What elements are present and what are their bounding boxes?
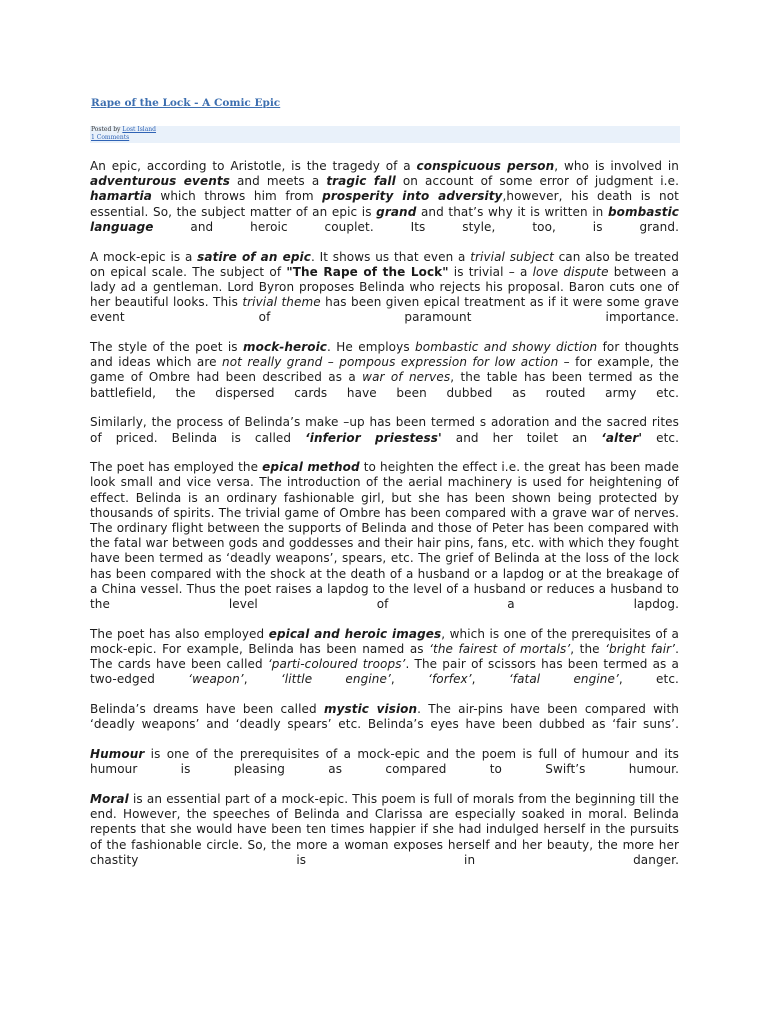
emphasis-bold-italic: bombastic language — [90, 204, 679, 234]
article-paragraph — [90, 627, 679, 688]
emphasis-bold-italic: mock-heroic — [243, 340, 328, 355]
text-segment: The style of the poet is — [90, 340, 244, 355]
text-segment: is an essential part of a mock-epic. This poem is full of morals from the beginning till the end. However, the speeches of Belinda and Clarissa are especially soaked in moral. Belinda repents that she would have been ten times happier if she had indulged herself in the pursuits of the fashionable circle. So, the more a woman exposes herself and her beauty, the more her chastity is in danger. — [90, 791, 679, 867]
text-segment: . The pair of scissors has been termed as a two-edged — [90, 657, 679, 687]
emphasis-italic: ‘fatal engine’ — [508, 672, 619, 687]
emphasis-italic: bombastic and showy diction — [415, 340, 598, 355]
text-segment: , — [243, 672, 281, 687]
text-segment: The poet has employed the — [90, 460, 263, 475]
text-segment: . The air-pins have been compared with ‘deadly weapons’ and ‘deadly spears’ etc. Belinda’s eyes have been dubbed as ‘fair suns’. — [90, 702, 679, 732]
emphasis-italic: trivial theme — [242, 295, 321, 310]
emphasis-bold-italic: tragic fall — [326, 174, 396, 189]
emphasis-italic: war of nerves — [362, 370, 451, 385]
text-segment: is trivial – a — [448, 264, 533, 279]
author-link[interactable]: Lost Island — [122, 126, 157, 133]
text-segment: , the table has been termed as the battlefield, the dispersed cards have been dubbed as routed army etc. — [90, 370, 679, 400]
emphasis-italic: ‘bright fair’ — [605, 641, 676, 656]
article-paragraph — [90, 415, 679, 445]
emphasis-bold-italic: adventurous events — [90, 174, 230, 189]
text-segment: and heroic couplet. Its style, too, is grand. — [153, 219, 679, 234]
emphasis-italic: ‘forfex’ — [428, 672, 472, 687]
text-segment: , which is one of the prerequisites of a mock-epic. For example, Belinda has been named as — [90, 626, 679, 656]
emphasis-bold-italic: Humour — [90, 747, 145, 761]
text-segment: has been given epical treatment as if it were some grave event of paramount importance. — [90, 295, 679, 325]
text-segment: . He employs — [327, 340, 416, 355]
emphasis-bold-italic: Moral — [90, 791, 129, 806]
emphasis-bold-italic: mystic vision — [323, 702, 418, 717]
text-segment: which throws him from — [151, 189, 323, 204]
emphasis-italic: ‘the fairest of mortals’ — [429, 641, 571, 656]
text-segment: , etc. — [618, 672, 679, 687]
emphasis-italic: trivial subject — [470, 249, 554, 264]
text-segment: , — [390, 672, 429, 687]
text-segment: – for example, the game of Ombre had been described as a — [90, 355, 679, 385]
article-body — [90, 159, 679, 882]
article-paragraph — [90, 159, 679, 235]
text-segment: and meets a — [229, 174, 327, 189]
emphasis-italic: ‘parti-coloured troops’ — [267, 657, 406, 672]
article-paragraph — [90, 792, 679, 868]
emphasis-bold-italic: satire of an epic — [197, 249, 311, 264]
article-paragraph — [90, 702, 679, 732]
emphasis-italic: not really grand – pompous expression for low action — [222, 355, 559, 370]
emphasis-bold-italic: grand — [376, 204, 417, 219]
article-paragraph — [90, 460, 679, 612]
post-title-link[interactable]: Rape of the Lock - A Comic Epic — [91, 97, 281, 109]
text-segment: between a lady ad a gentleman. Lord Byron proposes Belinda who rejects his proposal. Baron cuts one of her beautiful looks. This — [90, 264, 679, 310]
posted-by-row — [90, 126, 680, 134]
text-segment: is one of the prerequisites of a mock-epic and the poem is full of humour and its humour is pleasing as compared to Swift’s humour. — [90, 747, 679, 777]
text-segment: and that’s why it is written in — [416, 204, 608, 219]
text-segment: . The cards have been called — [90, 641, 679, 672]
text-segment: Similarly, the process of Belinda’s make –up has been termed s adoration and the sacred rites of priced. Belinda is called — [90, 415, 679, 445]
comments-row — [90, 134, 680, 142]
emphasis-bold-italic: epical and heroic images — [268, 626, 442, 641]
text-segment: A mock-epic is a — [90, 249, 198, 264]
text-segment: Belinda’s dreams have been called — [90, 702, 324, 717]
emphasis-bold-italic: epical method — [262, 460, 360, 475]
emphasis-bold: "The Rape of the Lock" — [286, 264, 449, 279]
article-paragraph — [90, 250, 679, 326]
comments-link[interactable]: 1 Comments — [91, 133, 130, 141]
article-paragraph — [90, 340, 679, 401]
emphasis-bold-italic: ‘alter' — [601, 430, 643, 445]
posted-by-label: Posted by — [91, 126, 121, 133]
text-segment: etc. — [642, 430, 679, 445]
emphasis-italic: ‘little engine’ — [280, 672, 391, 687]
article-paragraph — [90, 747, 679, 777]
text-segment: , — [471, 672, 509, 687]
text-segment: ,however, his death is not essential. So, the subject matter of an epic is — [90, 189, 679, 219]
text-segment: for thoughts and ideas which are — [90, 340, 679, 370]
text-segment: The poet has also employed — [90, 626, 269, 641]
text-segment: , the — [570, 641, 606, 656]
text-segment: on account of some error of judgment i.e. — [395, 174, 679, 189]
emphasis-bold-italic: ‘inferior priestess' — [305, 430, 442, 445]
text-segment: can also be treated on epical scale. The subject of — [90, 249, 679, 279]
emphasis-bold-italic: hamartia — [90, 189, 152, 204]
emphasis-italic: ‘weapon’ — [188, 672, 244, 687]
emphasis-italic: love dispute — [532, 264, 609, 279]
emphasis-bold-italic: conspicuous person — [416, 159, 555, 173]
emphasis-bold-italic: prosperity into adversity — [322, 189, 503, 204]
text-segment: , who is involved in — [554, 159, 679, 173]
post-meta-bar — [90, 126, 680, 143]
text-segment: An epic, according to Aristotle, is the tragedy of a — [90, 159, 417, 173]
text-segment: to heighten the effect i.e. the great has been made look small and vice versa. The introduction of the aerial machinery is used for heightening of effect. Belinda is an ordinary fashionable girl, but she has been shown being protected by thousands of spirits. The trivial game of Ombre has been compared with a grave war of nerves. The ordinary flight between the supports of Belinda and those of Peter has been compared with the fatal war between gods and goddesses and their hair pins, fans, etc. with which they fought have been termed as ‘deadly weapons’, spears, etc. The grief of Belinda at the loss of the lock has been compared with the shock at the death of a husband or a lapdog or at the breakage of a China vessel. Thus the poet raises a lapdog to the level of a husband or reduces a husband to the level of a lapdog. — [90, 460, 679, 612]
text-segment: . It shows us that even a — [310, 249, 471, 264]
text-segment: and her toilet an — [441, 430, 602, 445]
